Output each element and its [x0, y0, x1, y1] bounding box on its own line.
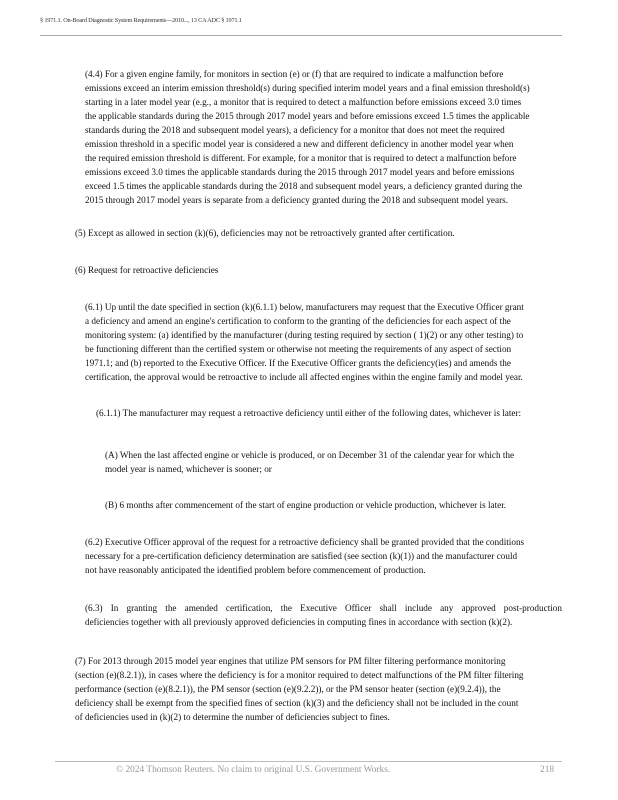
- text-line: emission threshold in a specific model year is considered a new and different deficiency in another model year when: [85, 139, 514, 149]
- text-line: (section (e)(8.2.1)), in cases where the deficiency is for a monitor required to detect malfunctions of the PM filter filtering: [75, 670, 524, 680]
- text-line: necessary for a pre-certification deficiency determination are satisfied (see section (k)(1)) and the manufacturer could: [85, 551, 518, 561]
- paragraph-a: [105, 448, 514, 476]
- text-line: a deficiency and amend an engine's certification to conform to the granting of the deficiencies for each aspect of the: [85, 316, 511, 326]
- footer-copyright: © 2024 Thomson Reuters. No claim to original U.S. Government Works.: [116, 765, 391, 775]
- text-line: (B) 6 months after commencement of the start of engine production or vehicle production, whichever is later.: [105, 500, 507, 510]
- text-line: (4.4) For a given engine family, for monitors in section (e) or (f) that are required to indicate a malfunction before: [85, 69, 504, 79]
- page-number: 218: [540, 765, 555, 775]
- text-line: the required emission threshold is different. For example, for a monitor that is required to detect a malfunction before: [85, 153, 517, 163]
- paragraph-5: [75, 226, 455, 240]
- text-line: certification, the approval would be retroactive to include all affected engines within the engine family and model year.: [85, 372, 523, 382]
- text-line: be functioning different than the certified system or otherwise not meeting the requirements of any aspect of section: [85, 344, 512, 354]
- text-line: 2015 through 2017 model years is separate from a deficiency granted during the 2018 and subsequent model years.: [85, 195, 509, 205]
- text-line: deficiency shall be exempt from the specified fines of section (k)(3) and the deficiency shall not be included in the count: [75, 698, 519, 708]
- text-line: model year is named, whichever is sooner; or: [105, 464, 272, 474]
- text-line: (7) For 2013 through 2015 model year engines that utilize PM sensors for PM filter filtering performance monitoring: [75, 656, 506, 666]
- text-line: starting in a later model year (e.g., a monitor that is required to detect a malfunction before emissions exceed 3.0 times: [85, 97, 522, 107]
- text-line: (5) Except as allowed in section (k)(6), deficiencies may not be retroactively granted after certification.: [75, 228, 455, 238]
- running-header: § 1971.1. On-Board Diagnostic System Requirements—2010..., 13 CA ADC § 1971.1: [40, 17, 242, 24]
- text-line: (A) When the last affected engine or vehicle is produced, or on December 31 of the calendar year for which the: [105, 450, 515, 460]
- text-line: emissions exceed an interim emission threshold(s) during specified interim model years and a final emission threshold(s): [85, 83, 530, 93]
- paragraph-6-2: [85, 535, 524, 577]
- text-line: (6) Request for retroactive deficiencies: [75, 265, 219, 275]
- text-line: performance (section (e)(8.2.1)), the PM sensor (section (e)(9.2.2)), or the PM sensor heater (section (e)(9.2.4)), the: [75, 684, 501, 694]
- paragraph-6-3: [85, 601, 562, 629]
- paragraph-4-4: [85, 67, 530, 207]
- paragraph-6-heading: [75, 263, 218, 277]
- text-line: not have reasonably anticipated the identified problem before commencement of production.: [85, 565, 426, 575]
- text-line: (6.3) In granting the amended certification, the Executive Officer shall include any approved post-production: [85, 603, 562, 613]
- text-line: 1971.1; and (b) reported to the Executive Officer. If the Executive Officer grants the deficiency(ies) and amends the: [85, 358, 511, 368]
- text-line: standards during the 2018 and subsequent model years), a deficiency for a monitor that does not meet the required: [85, 125, 505, 135]
- text-line: (6.2) Executive Officer approval of the request for a retroactive deficiency shall be granted provided that the conditions: [85, 537, 525, 547]
- text-line: exceed 1.5 times the applicable standards during the 2018 and subsequent model years, a deficiency granted during the: [85, 181, 523, 191]
- paragraph-6-1-1: [96, 406, 521, 420]
- footer-divider: [55, 761, 562, 762]
- header-divider: [40, 35, 562, 36]
- text-line: (6.1.1) The manufacturer may request a retroactive deficiency until either of the following dates, whichever is later:: [96, 408, 522, 418]
- text-line: (6.1) Up until the date specified in section (k)(6.1.1) below, manufacturers may request that the Executive Officer grant: [85, 302, 524, 312]
- text-line: emissions exceed 3.0 times the applicable standards during the 2015 through 2017 model years and before emissions: [85, 167, 515, 177]
- text-line: monitoring system: (a) identified by the manufacturer (during testing required by section ( 1)(2) or any other testing) to: [85, 330, 524, 340]
- paragraph-7: [75, 654, 524, 724]
- paragraph-6-1: [85, 300, 524, 384]
- text-line: the applicable standards during the 2015 through 2017 model years and before emissions exceed 1.5 times the applicable: [85, 111, 530, 121]
- text-line: of deficiencies used in (k)(2) to determine the number of deficiencies subject to fines.: [75, 712, 390, 722]
- text-line: deficiencies together with all previously approved deficiencies in computing fines in accordance with section (k)(2).: [85, 617, 513, 627]
- paragraph-b: [105, 498, 506, 512]
